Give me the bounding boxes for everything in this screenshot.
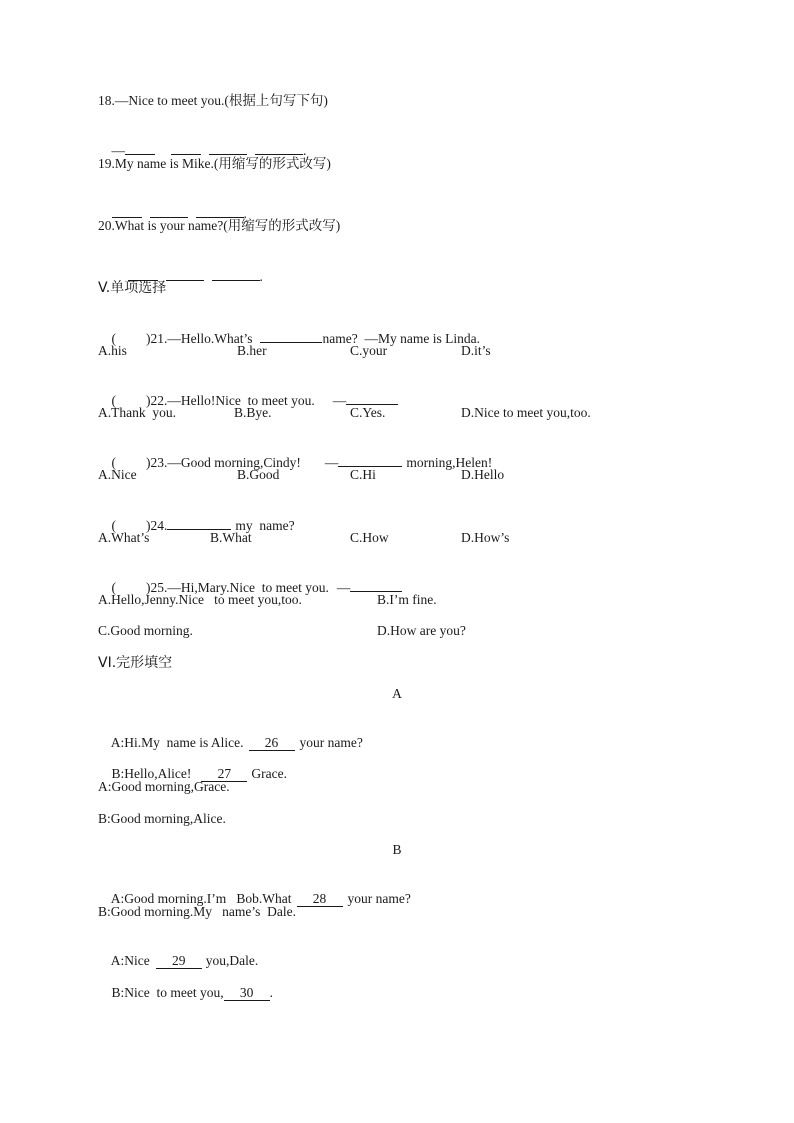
- option-c[interactable]: C.Good morning.: [98, 623, 193, 638]
- blank[interactable]: [346, 391, 398, 405]
- question-tail: name? —My name is Linda.: [322, 331, 480, 346]
- period: .: [259, 269, 263, 284]
- option-a[interactable]: A.his: [98, 343, 127, 358]
- question-23: [98, 435, 492, 490]
- dash: —: [111, 143, 125, 158]
- period: .: [303, 143, 307, 158]
- answer-paren: (: [111, 580, 116, 595]
- answer-paren: (: [111, 393, 116, 408]
- blank[interactable]: [255, 141, 303, 155]
- option-a[interactable]: A.What’s: [98, 530, 150, 545]
- option-d[interactable]: D.it’s: [461, 343, 491, 358]
- blank[interactable]: [167, 516, 231, 530]
- dialogue-text: B:Hello,Alice!: [111, 766, 192, 781]
- dialogue-text: A:Nice: [110, 953, 150, 968]
- option-b[interactable]: B.Bye.: [234, 405, 272, 420]
- option-c[interactable]: C.your: [350, 343, 388, 358]
- dialogue-text: your name?: [347, 891, 411, 906]
- option-b[interactable]: B.Good: [237, 467, 280, 482]
- blank[interactable]: [338, 453, 402, 467]
- dialogue-text: you,Dale.: [205, 953, 259, 968]
- option-a[interactable]: A.Hello,Jenny.Nice to meet you,too.: [98, 592, 302, 607]
- option-c[interactable]: C.How: [350, 530, 389, 545]
- option-c[interactable]: C.Hi: [350, 467, 376, 482]
- section-title-5: V.单项选择: [98, 280, 167, 296]
- dash: —: [336, 580, 351, 595]
- question-18: 18.—Nice to meet you.(根据上句写下句): [98, 93, 328, 108]
- dialogue-text: your name?: [299, 735, 363, 750]
- answer-paren: (: [111, 518, 116, 533]
- option-c[interactable]: C.Yes.: [350, 405, 386, 420]
- dialogue-text: A:Good morning.I’m Bob.What: [110, 891, 292, 906]
- option-b[interactable]: B.What: [210, 530, 252, 545]
- cloze-blank-27[interactable]: 27: [201, 766, 247, 782]
- option-d[interactable]: D.How’s: [461, 530, 510, 545]
- dialogue-text: .: [269, 985, 273, 1000]
- answer-paren: (: [111, 331, 116, 346]
- dialogue-line: B:Good morning.My name’s Dale.: [98, 904, 296, 919]
- question-tail: morning,Helen!: [406, 455, 493, 470]
- option-d[interactable]: D.Nice to meet you,too.: [461, 405, 591, 420]
- question-stem: )22.—Hello!Nice to meet you.: [146, 393, 315, 408]
- blank[interactable]: [196, 204, 244, 218]
- dialogue-text: B:Nice to meet you,: [111, 985, 224, 1000]
- passage-heading-a: A: [392, 686, 402, 701]
- question-stem: )23.—Good morning,Cindy!: [146, 455, 301, 470]
- question-stem: )24.: [146, 518, 168, 533]
- dialogue-text: Grace.: [251, 766, 287, 781]
- blank[interactable]: [150, 204, 188, 218]
- option-d[interactable]: D.Hello: [461, 467, 505, 482]
- cloze-blank-30[interactable]: 30: [224, 985, 270, 1001]
- cloze-blank-26[interactable]: 26: [249, 735, 295, 751]
- dialogue-line: B:Good morning,Alice.: [98, 811, 226, 826]
- question-stem: )25.—Hi,Mary.Nice to meet you.: [146, 580, 329, 595]
- dash: —: [332, 393, 347, 408]
- blank[interactable]: [125, 141, 155, 155]
- blank[interactable]: [212, 267, 260, 281]
- option-a[interactable]: A.Nice: [98, 467, 137, 482]
- option-b[interactable]: B.her: [237, 343, 267, 358]
- question-stem: )21.—Hello.What’s: [146, 331, 253, 346]
- question-tail: my name?: [235, 518, 295, 533]
- period: .: [243, 206, 247, 221]
- cloze-blank-29[interactable]: 29: [156, 953, 202, 969]
- section-title-6: VI.完形填空: [98, 655, 173, 671]
- option-d[interactable]: D.How are you?: [377, 623, 466, 638]
- answer-paren: (: [111, 455, 116, 470]
- question-19: 19.My name is Mike.(用缩写的形式改写): [98, 156, 331, 171]
- blank[interactable]: [166, 267, 204, 281]
- passage-heading-b: B: [392, 842, 402, 857]
- option-b[interactable]: B.I’m fine.: [377, 592, 437, 607]
- question-21: [98, 311, 480, 366]
- blank[interactable]: [260, 329, 322, 343]
- question-20: 20.What is your name?(用缩写的形式改写): [98, 218, 341, 233]
- blank[interactable]: [350, 578, 402, 592]
- blank[interactable]: [112, 204, 142, 218]
- blank[interactable]: [209, 141, 247, 155]
- dash: —: [324, 455, 339, 470]
- cloze-blank-28[interactable]: 28: [297, 891, 343, 907]
- option-a[interactable]: A.Thank you.: [98, 405, 176, 420]
- dialogue-line: A:Good morning,Grace.: [98, 779, 230, 794]
- dialogue-line: [98, 966, 273, 1020]
- blank[interactable]: [171, 141, 201, 155]
- dialogue-text: A:Hi.My name is Alice.: [110, 735, 244, 750]
